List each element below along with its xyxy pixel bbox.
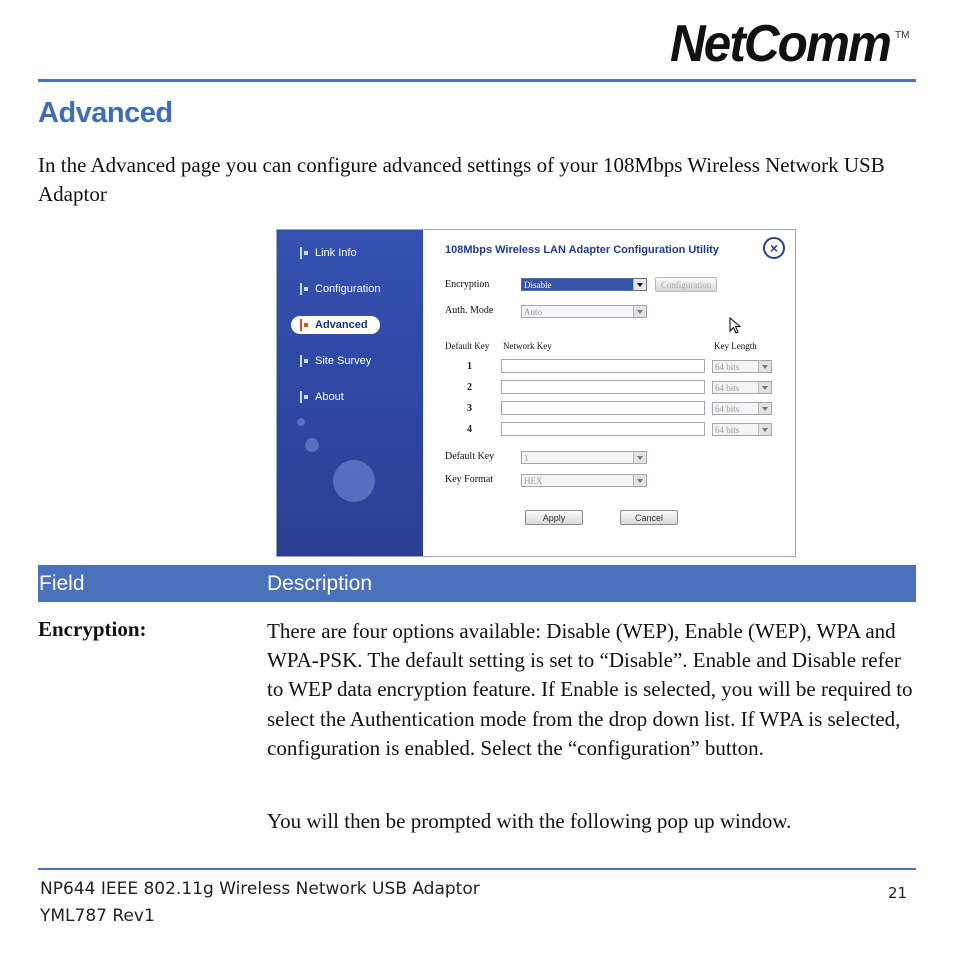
default-key-label: Default Key xyxy=(445,451,495,462)
chevron-down-icon xyxy=(633,279,646,290)
decorative-bubble xyxy=(333,460,375,502)
nav-bullet-icon xyxy=(299,391,309,403)
apply-button[interactable]: Apply xyxy=(525,510,583,525)
key-number: 1 xyxy=(467,361,472,372)
configuration-button[interactable]: Configuration xyxy=(655,277,717,292)
nav-about[interactable]: About xyxy=(299,388,344,406)
advanced-utility-screenshot xyxy=(276,229,796,557)
close-icon[interactable]: × xyxy=(763,237,785,259)
chevron-down-icon xyxy=(633,452,646,463)
utility-sidebar xyxy=(277,230,423,556)
key-length-1-select[interactable]: 64 bits xyxy=(712,360,772,373)
key-length-2-select[interactable]: 64 bits xyxy=(712,381,772,394)
default-key-column: Default Key xyxy=(445,341,490,351)
description-column-header: Description xyxy=(267,572,373,595)
nav-bullet-icon xyxy=(299,247,309,259)
page-number: 21 xyxy=(888,884,908,902)
nav-bullet-icon xyxy=(299,319,309,331)
key-length-3-select[interactable]: 64 bits xyxy=(712,402,772,415)
encryption-label: Encryption xyxy=(445,279,490,290)
decorative-bubble xyxy=(297,418,305,426)
network-key-column: Network Key xyxy=(503,341,552,351)
table-header xyxy=(38,565,916,602)
decorative-bubble xyxy=(305,438,319,452)
key-format-select[interactable]: HEX xyxy=(521,474,647,487)
footer-divider xyxy=(38,868,916,870)
mouse-pointer-icon xyxy=(729,317,743,335)
nav-configuration[interactable]: Configuration xyxy=(299,280,380,298)
chevron-down-icon xyxy=(758,403,771,414)
encryption-field-description: There are four options available: Disable (WEP), Enable (WEP), WPA and WPA-PSK. The default setting is set to “Disable”. Enable and Disable refer to WEP data encryption feature. If Enable is selected, you will be required to select the Authentication mode from the drop down list. If WPA is selected, configuration is enabled. Select the “configuration” button. xyxy=(267,619,913,760)
network-key-4-input[interactable] xyxy=(501,422,705,436)
nav-advanced[interactable]: Advanced xyxy=(291,316,380,334)
encryption-select[interactable]: Disable xyxy=(521,278,647,291)
chevron-down-icon xyxy=(633,306,646,317)
header-divider xyxy=(38,79,916,82)
footer-product-name: NP644 IEEE 802.11g Wireless Network USB Adaptor xyxy=(40,879,480,899)
key-number: 4 xyxy=(467,424,472,435)
key-number: 3 xyxy=(467,403,472,414)
footer-revision: YML787 Rev1 xyxy=(40,906,155,926)
key-length-4-select[interactable]: 64 bits xyxy=(712,423,772,436)
popup-note: You will then be prompted with the following pop up window. xyxy=(267,809,792,833)
auth-mode-label: Auth. Mode xyxy=(445,305,494,316)
key-number: 2 xyxy=(467,382,472,393)
nav-bullet-icon xyxy=(299,355,309,367)
default-key-select[interactable]: 1 xyxy=(521,451,647,464)
field-column-header: Field xyxy=(39,572,85,595)
network-key-3-input[interactable] xyxy=(501,401,705,415)
key-format-label: Key Format xyxy=(445,474,494,485)
nav-site-survey[interactable]: Site Survey xyxy=(299,352,371,370)
auth-mode-select[interactable]: Auto xyxy=(521,305,647,318)
trademark-mark: TM xyxy=(895,30,910,41)
utility-title: 108Mbps Wireless LAN Adapter Configuration Utility xyxy=(445,244,719,256)
intro-paragraph: In the Advanced page you can configure advanced settings of your 108Mbps Wireless Network USB Adaptor xyxy=(38,153,885,206)
chevron-down-icon xyxy=(758,361,771,372)
netcomm-logo xyxy=(660,14,910,74)
network-key-2-input[interactable] xyxy=(501,380,705,394)
page-title: Advanced xyxy=(38,97,173,129)
encryption-field-name: Encryption: xyxy=(38,617,147,641)
chevron-down-icon xyxy=(758,382,771,393)
nav-link-info[interactable]: Link Info xyxy=(299,244,357,262)
chevron-down-icon xyxy=(633,475,646,486)
chevron-down-icon xyxy=(758,424,771,435)
cancel-button[interactable]: Cancel xyxy=(620,510,678,525)
brand-name: NetComm xyxy=(670,15,890,73)
key-length-column: Key Length xyxy=(714,341,757,351)
network-key-1-input[interactable] xyxy=(501,359,705,373)
utility-main-panel xyxy=(423,230,795,556)
nav-bullet-icon xyxy=(299,283,309,295)
